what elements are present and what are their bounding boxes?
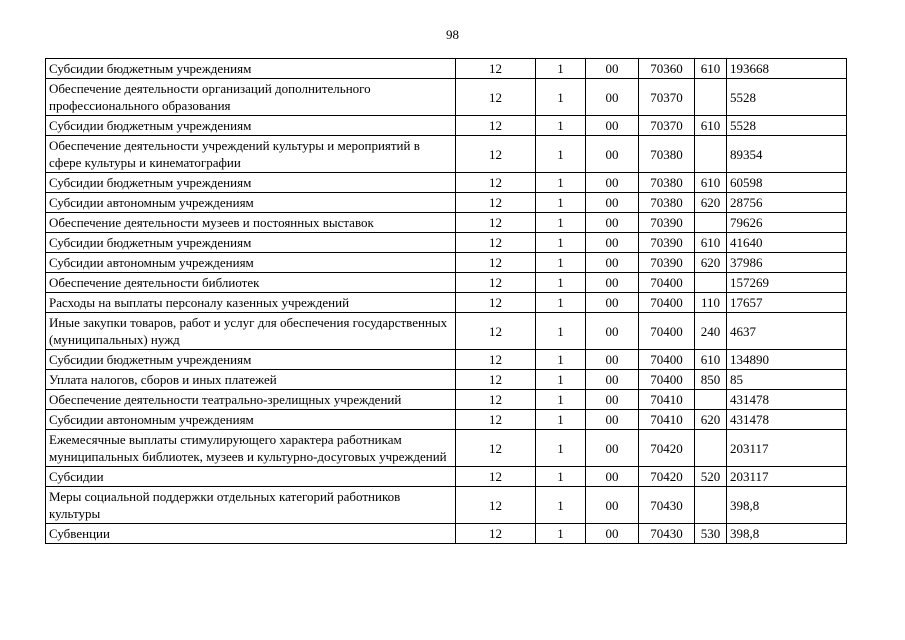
program-code-cell: 00 [586, 350, 639, 370]
subsection-code-cell: 1 [536, 293, 586, 313]
target-article-cell: 70430 [639, 524, 695, 544]
table-row [46, 487, 847, 524]
subsection-code-cell: 1 [536, 233, 586, 253]
section-code-cell: 12 [456, 253, 536, 273]
expense-type-cell [695, 273, 727, 293]
table-row [46, 253, 847, 273]
table-row [46, 173, 847, 193]
target-article-cell: 70400 [639, 293, 695, 313]
target-article-cell: 70400 [639, 370, 695, 390]
expense-name-cell: Иные закупки товаров, работ и услуг для обеспечения государственных (муниципальных) нужд [46, 313, 456, 350]
expense-type-cell: 610 [695, 116, 727, 136]
expense-type-cell [695, 79, 727, 116]
amount-cell: 79626 [727, 213, 847, 233]
subsection-code-cell: 1 [536, 313, 586, 350]
target-article-cell: 70360 [639, 59, 695, 79]
expense-type-cell [695, 430, 727, 467]
subsection-code-cell: 1 [536, 430, 586, 467]
subsection-code-cell: 1 [536, 410, 586, 430]
program-code-cell: 00 [586, 193, 639, 213]
expense-type-cell [695, 487, 727, 524]
program-code-cell: 00 [586, 233, 639, 253]
section-code-cell: 12 [456, 467, 536, 487]
subsection-code-cell: 1 [536, 213, 586, 233]
section-code-cell: 12 [456, 487, 536, 524]
program-code-cell: 00 [586, 116, 639, 136]
expense-name-cell: Субсидии [46, 467, 456, 487]
amount-cell: 37986 [727, 253, 847, 273]
table-row [46, 136, 847, 173]
amount-cell: 41640 [727, 233, 847, 253]
amount-cell: 85 [727, 370, 847, 390]
section-code-cell: 12 [456, 173, 536, 193]
table-row [46, 313, 847, 350]
program-code-cell: 00 [586, 390, 639, 410]
expense-name-cell: Уплата налогов, сборов и иных платежей [46, 370, 456, 390]
subsection-code-cell: 1 [536, 467, 586, 487]
section-code-cell: 12 [456, 273, 536, 293]
section-code-cell: 12 [456, 79, 536, 116]
section-code-cell: 12 [456, 116, 536, 136]
target-article-cell: 70410 [639, 390, 695, 410]
expense-name-cell: Субсидии бюджетным учреждениям [46, 59, 456, 79]
subsection-code-cell: 1 [536, 350, 586, 370]
table-row [46, 370, 847, 390]
amount-cell: 28756 [727, 193, 847, 213]
target-article-cell: 70370 [639, 79, 695, 116]
expense-name-cell: Субсидии бюджетным учреждениям [46, 173, 456, 193]
table-row [46, 350, 847, 370]
subsection-code-cell: 1 [536, 79, 586, 116]
amount-cell: 5528 [727, 79, 847, 116]
target-article-cell: 70380 [639, 173, 695, 193]
subsection-code-cell: 1 [536, 273, 586, 293]
expense-type-cell: 620 [695, 253, 727, 273]
expense-name-cell: Субсидии автономным учреждениям [46, 253, 456, 273]
table-row [46, 116, 847, 136]
program-code-cell: 00 [586, 370, 639, 390]
amount-cell: 89354 [727, 136, 847, 173]
table-row [46, 79, 847, 116]
section-code-cell: 12 [456, 213, 536, 233]
section-code-cell: 12 [456, 233, 536, 253]
table-row [46, 213, 847, 233]
program-code-cell: 00 [586, 173, 639, 193]
subsection-code-cell: 1 [536, 524, 586, 544]
section-code-cell: 12 [456, 59, 536, 79]
section-code-cell: 12 [456, 350, 536, 370]
table-row [46, 430, 847, 467]
subsection-code-cell: 1 [536, 390, 586, 410]
program-code-cell: 00 [586, 59, 639, 79]
program-code-cell: 00 [586, 273, 639, 293]
expense-name-cell: Обеспечение деятельности учреждений культуры и мероприятий в сфере культуры и кинематографии [46, 136, 456, 173]
amount-cell: 60598 [727, 173, 847, 193]
amount-cell: 17657 [727, 293, 847, 313]
expense-type-cell: 610 [695, 350, 727, 370]
subsection-code-cell: 1 [536, 193, 586, 213]
subsection-code-cell: 1 [536, 173, 586, 193]
subsection-code-cell: 1 [536, 370, 586, 390]
section-code-cell: 12 [456, 390, 536, 410]
subsection-code-cell: 1 [536, 487, 586, 524]
target-article-cell: 70370 [639, 116, 695, 136]
expense-type-cell [695, 213, 727, 233]
expense-type-cell: 610 [695, 233, 727, 253]
program-code-cell: 00 [586, 487, 639, 524]
expense-type-cell: 620 [695, 193, 727, 213]
target-article-cell: 70400 [639, 273, 695, 293]
expense-type-cell: 240 [695, 313, 727, 350]
table-row [46, 467, 847, 487]
target-article-cell: 70420 [639, 467, 695, 487]
section-code-cell: 12 [456, 313, 536, 350]
target-article-cell: 70410 [639, 410, 695, 430]
program-code-cell: 00 [586, 293, 639, 313]
amount-cell: 157269 [727, 273, 847, 293]
section-code-cell: 12 [456, 293, 536, 313]
amount-cell: 4637 [727, 313, 847, 350]
expense-name-cell: Субсидии бюджетным учреждениям [46, 116, 456, 136]
expense-type-cell: 850 [695, 370, 727, 390]
expense-name-cell: Обеспечение деятельности театрально-зрелищных учреждений [46, 390, 456, 410]
section-code-cell: 12 [456, 430, 536, 467]
target-article-cell: 70390 [639, 233, 695, 253]
target-article-cell: 70390 [639, 253, 695, 273]
amount-cell: 203117 [727, 430, 847, 467]
program-code-cell: 00 [586, 213, 639, 233]
expense-name-cell: Субсидии бюджетным учреждениям [46, 350, 456, 370]
expense-name-cell: Ежемесячные выплаты стимулирующего характера работникам муниципальных библиотек, музеев и культурно-досуговых учреждений [46, 430, 456, 467]
table-row [46, 193, 847, 213]
target-article-cell: 70430 [639, 487, 695, 524]
target-article-cell: 70390 [639, 213, 695, 233]
program-code-cell: 00 [586, 136, 639, 173]
amount-cell: 431478 [727, 410, 847, 430]
expense-type-cell: 110 [695, 293, 727, 313]
target-article-cell: 70400 [639, 350, 695, 370]
expense-name-cell: Субсидии автономным учреждениям [46, 410, 456, 430]
section-code-cell: 12 [456, 524, 536, 544]
expense-type-cell: 530 [695, 524, 727, 544]
program-code-cell: 00 [586, 79, 639, 116]
table-row [46, 410, 847, 430]
expense-name-cell: Обеспечение деятельности музеев и постоянных выставок [46, 213, 456, 233]
target-article-cell: 70380 [639, 136, 695, 173]
subsection-code-cell: 1 [536, 136, 586, 173]
subsection-code-cell: 1 [536, 116, 586, 136]
amount-cell: 203117 [727, 467, 847, 487]
section-code-cell: 12 [456, 193, 536, 213]
expense-name-cell: Обеспечение деятельности организаций дополнительного профессионального образования [46, 79, 456, 116]
table-row [46, 390, 847, 410]
subsection-code-cell: 1 [536, 59, 586, 79]
program-code-cell: 00 [586, 253, 639, 273]
program-code-cell: 00 [586, 410, 639, 430]
table-row [46, 59, 847, 79]
table-row [46, 233, 847, 253]
expense-name-cell: Расходы на выплаты персоналу казенных учреждений [46, 293, 456, 313]
program-code-cell: 00 [586, 524, 639, 544]
table-row [46, 524, 847, 544]
expense-type-cell [695, 136, 727, 173]
subsection-code-cell: 1 [536, 253, 586, 273]
table-row [46, 273, 847, 293]
budget-table [45, 58, 847, 544]
target-article-cell: 70380 [639, 193, 695, 213]
expense-name-cell: Меры социальной поддержки отдельных категорий работников культуры [46, 487, 456, 524]
amount-cell: 134890 [727, 350, 847, 370]
section-code-cell: 12 [456, 370, 536, 390]
target-article-cell: 70420 [639, 430, 695, 467]
expense-type-cell: 610 [695, 59, 727, 79]
amount-cell: 398,8 [727, 524, 847, 544]
expense-type-cell: 520 [695, 467, 727, 487]
table-row [46, 293, 847, 313]
target-article-cell: 70400 [639, 313, 695, 350]
program-code-cell: 00 [586, 313, 639, 350]
expense-name-cell: Субсидии бюджетным учреждениям [46, 233, 456, 253]
amount-cell: 431478 [727, 390, 847, 410]
section-code-cell: 12 [456, 410, 536, 430]
program-code-cell: 00 [586, 467, 639, 487]
expense-name-cell: Обеспечение деятельности библиотек [46, 273, 456, 293]
page-number: 98 [446, 27, 459, 42]
expense-name-cell: Субвенции [46, 524, 456, 544]
amount-cell: 5528 [727, 116, 847, 136]
section-code-cell: 12 [456, 136, 536, 173]
expense-type-cell: 620 [695, 410, 727, 430]
expense-type-cell: 610 [695, 173, 727, 193]
program-code-cell: 00 [586, 430, 639, 467]
expense-type-cell [695, 390, 727, 410]
amount-cell: 193668 [727, 59, 847, 79]
expense-name-cell: Субсидии автономным учреждениям [46, 193, 456, 213]
amount-cell: 398,8 [727, 487, 847, 524]
